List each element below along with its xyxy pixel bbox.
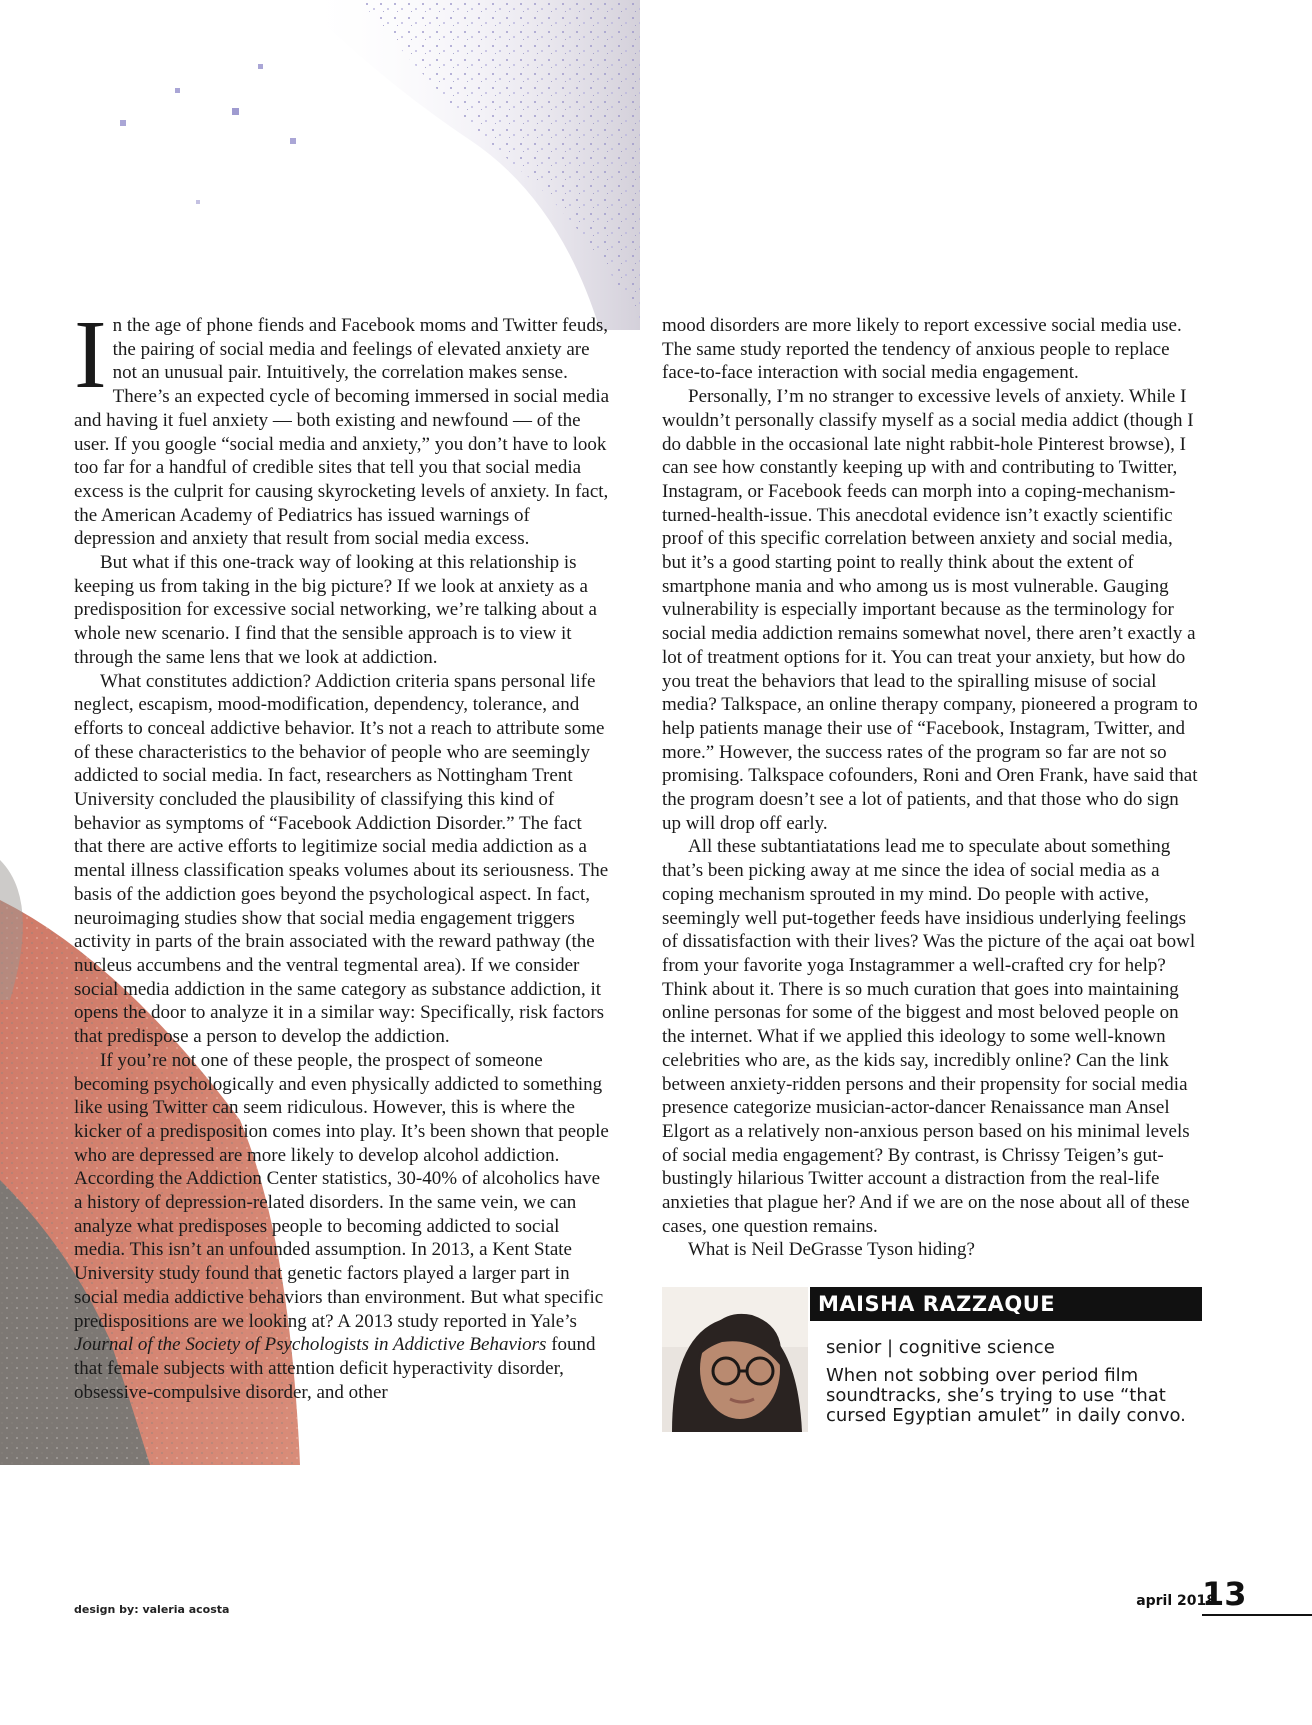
author-bio [662,1287,1202,1432]
article-column-left [74,301,612,1404]
author-photo [662,1287,808,1432]
article-paragraph: If you’re not one of these people, the prospect of someone becoming psychologically and even physically addicted to something like using Twitter can seem ridiculous. However, this is where the kicker of a predisposition comes into play. It’s been shown that people who are depressed are more likely to develop alcohol addiction. According the Addiction Center statistics, 30-40% of alcoholics have a history of depression-related disorders. In the same vein, we can analyze what predisposes people to becoming addicted to social media. This isn’t an unfounded assumption. In 2013, a Kent State University study found that genetic factors played a larger part in social media addictive behaviors than environment. But what specific predispositions are we looking at? A 2013 study reported in Yale’s Journal of the Society of Psychologists in Addictive Behaviors found that female subjects with attention deficit hyperactivity disorder, obsessive-compulsive disorder, and other [74,1049,609,1403]
article-column-right [662,314,1200,1262]
article-paragraph: Personally, I’m no stranger to excessive levels of anxiety. While I wouldn’t personally classify myself as a social media addict (though I do dabble in the occasional late night rabbit-hole Pinterest browse), I can see how constantly keeping up with and contributing to Twitter, Instagram, or Facebook feeds can morph into a coping-mechanism-turned-health-issue. This anecdotal evidence isn’t exactly scientific proof of this specific correlation between anxiety and social media, but it’s a good starting point to really think about the extent of smartphone mania and who among us is most vulnerable. Gauging vulnerability is especially important because as the terminology for social media addiction remains somewhat novel, there aren’t exactly a lot of treatment options for it. You can treat your anxiety, but how do you treat the behaviors that lead to the spiralling misuse of social media? Talkspace, an online therapy company, pioneered a program to help patients manage their use of “Facebook, Instagram, Twitter, and more.” However, the success rates of the program so far are not so promising. Talkspace cofounders, Roni and Oren Frank, have said that the program doesn’t see a lot of patients, and that those who do sign up will drop off early. [662,386,1198,834]
article-paragraph: All these subtantiatations lead me to speculate about something that’s been picking away at me since the idea of social media as a coping mechanism sprouted in my mind. Do people with active, seemingly well put-together feeds have insidious underlying feelings of dissatisfaction with their lives? Was the picture of the açai oat bowl from your favorite yoga Instagrammer a well-crafted cry for help? Think about it. There is so much curation that goes into maintaining online personas for some of the biggest and most beloved people on the internet. What if we applied this ideology to some well-known celebrities who are, as the kids say, incredibly online? Can the link between anxiety-ridden persons and their propensity for social media presence categorize musician-actor-dancer Renaissance man Ansel Elgort as a relatively non-anxious person based on his minimal levels of social media engagement? By contrast, is Chrissy Teigen’s gut-bustingly hilarious Twitter account a distraction from the real-life anxieties that plague her? And if we are on the nose about all of these cases, one question remains. [662,836,1196,1237]
drop-cap: I [74,301,107,409]
page-number: 13 [1202,1575,1247,1613]
journal-title: Journal of the Society of Psychologists in Addictive Behaviors [74,1334,547,1356]
article-paragraph: But what if this one-track way of looking at this relationship is keeping us from taking in the big picture? If we look at anxiety as a predisposition for excessive social networking, we’re talking about a whole new scenario. I find that the sensible approach is to view it through the same lens that we look at addiction. [74,552,597,668]
folio-rule [1202,1614,1312,1616]
article-paragraph: mood disorders are more likely to report excessive social media use. The same study reported the tendency of anxious people to replace face-to-face interaction with social media engagement. [662,315,1182,384]
design-credit: design by: valeria acosta [74,1603,230,1616]
issue-date: april 2018 [1136,1593,1216,1609]
article-paragraph: What constitutes addiction? Addiction criteria spans personal life neglect, escapism, mood-modification, dependency, tolerance, and efforts to conceal addictive behavior. It’s not a reach to attribute some of these characteristics to the behavior of people who are seemingly addicted to social media. In fact, researchers as Nottingham Trent University concluded the plausibility of classifying this kind of behavior as symptoms of “Facebook Addiction Disorder.” The fact that there are active efforts to legitimize social media addiction as a mental illness classification speaks volumes about its seriousness. The basis of the addiction goes beyond the psychological aspect. In fact, neuroimaging studies show that social media engagement triggers activity in parts of the brain associated with the reward pathway (the nucleus accumbens and the ventral tegmental area). If we consider social media addiction in the same category as substance addiction, it opens the door to analyze it in a similar way: Specifically, risk factors that predispose a person to develop the addiction. [74,670,609,1048]
page-folio [1124,1568,1312,1616]
article-paragraph: In the age of phone fiends and Facebook moms and Twitter feuds, the pairing of social media and feelings of elevated anxiety are not an unusual pair. Intuitively, the correlation makes sense. There’s an expected cycle of becoming immersed in social media and having it fuel anxiety — both existing and newfound — of the user. If you google “social media and anxiety,” you don’t have to look too far for a handful of credible sites that tell you that social media excess is the culprit for causing skyrocketing levels of anxiety. In fact, the American Academy of Pediatrics has issued warnings of depression and anxiety that result from social media excess. [74,301,610,550]
author-name: MAISHA RAZZAQUE [810,1287,1202,1321]
article-closing-line: What is Neil DeGrasse Tyson hiding? [688,1239,975,1261]
author-blurb: When not sobbing over period film soundtracks, she’s trying to use “that cursed Egyptian amulet” in daily convo. [826,1365,1186,1426]
author-role: senior | cognitive science [826,1337,1055,1358]
